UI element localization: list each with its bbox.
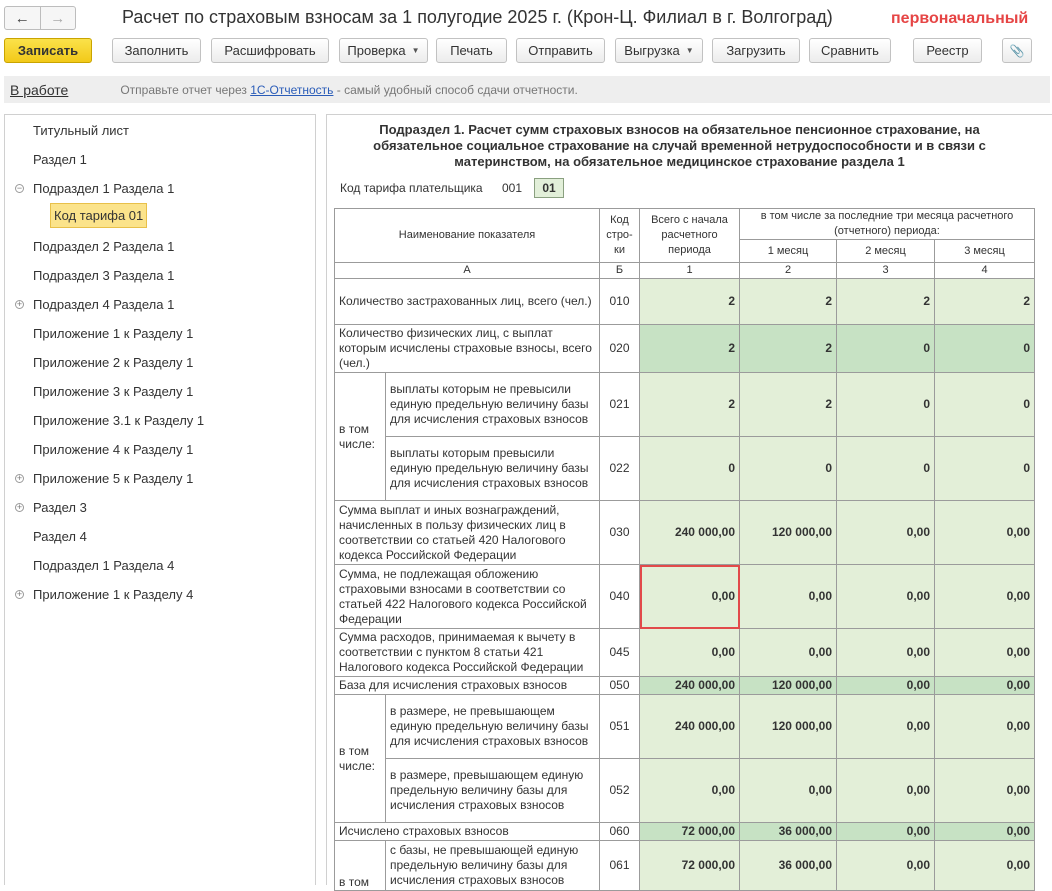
value-cell[interactable]: 2	[640, 279, 740, 325]
including-label: в том числе:	[335, 695, 386, 823]
value-cell[interactable]: 240 000,00	[640, 695, 740, 759]
command-bar	[0, 38, 1052, 66]
value-cell[interactable]: 120 000,00	[740, 501, 837, 565]
send-button[interactable]: Отправить	[516, 38, 605, 63]
report-table	[334, 208, 1035, 891]
row-code: 010	[600, 279, 640, 325]
row-name: Исчислено страховых взносов	[335, 823, 600, 841]
value-cell[interactable]: 0	[935, 325, 1035, 373]
value-cell[interactable]: 0,00	[935, 759, 1035, 823]
value-cell[interactable]: 0,00	[837, 841, 935, 891]
index-cell: 3	[837, 263, 935, 279]
load-button[interactable]: Загрузить	[712, 38, 800, 63]
value-cell[interactable]: 0	[837, 373, 935, 437]
value-cell[interactable]: 240 000,00	[640, 501, 740, 565]
value-cell[interactable]: 0,00	[837, 759, 935, 823]
value-cell[interactable]: 0,00	[837, 565, 935, 629]
header-month-3: 3 месяц	[935, 240, 1035, 263]
value-cell[interactable]: 0,00	[740, 565, 837, 629]
header-month-1: 1 месяц	[740, 240, 837, 263]
value-cell[interactable]: 0,00	[935, 677, 1035, 695]
row-name: Сумма выплат и иных вознаграждений, начисленных в пользу физических лиц в соответствии со статьей 420 Налогового кодекса Российской Федерации	[335, 501, 600, 565]
document-state-link[interactable]: В работе	[10, 81, 69, 98]
value-cell[interactable]: 0	[837, 325, 935, 373]
navigation-buttons	[4, 6, 76, 30]
value-cell[interactable]: 0	[837, 437, 935, 501]
print-button[interactable]: Печать	[436, 38, 507, 63]
index-cell: Б	[600, 263, 640, 279]
value-cell[interactable]: 2	[640, 373, 740, 437]
row-code: 020	[600, 325, 640, 373]
header-last-three-months: в том числе за последние три месяца расчетного (отчетного) периода:	[740, 209, 1035, 240]
value-cell[interactable]: 0,00	[935, 565, 1035, 629]
export-label: Выгрузка	[624, 43, 680, 58]
value-cell[interactable]: 0	[935, 373, 1035, 437]
table-row-040	[335, 565, 1035, 629]
header-total: Всего с начала расчетного периода	[640, 209, 740, 263]
check-dropdown-button[interactable]	[339, 38, 428, 63]
row-name: Количество застрахованных лиц, всего (чел.)	[335, 279, 600, 325]
value-cell[interactable]: 0	[740, 437, 837, 501]
row-code: 022	[600, 437, 640, 501]
table-row-022	[335, 437, 1035, 501]
check-label: Проверка	[347, 43, 406, 58]
export-dropdown-button[interactable]	[615, 38, 703, 63]
sections-tree: Титульный лист Раздел 1 − Подраздел 1 Раздела 1 Код тарифа 01 Подраздел 2 Раздела 1 Подраздел 3 Раздела 1 + Подраздел 4 Раздела 1 Приложение 1 к Разделу 1 Приложение 2 к Разделу 1 Приложение 3 к Разделу 1 Приложение 3.1 к Разделу 1 Приложение 4 к Разделу 1 + Приложение 5 к Разделу 1 + Раздел 3 Раздел 4 Подраздел 1 Раздела 4 + Приложение 1 к Разделу 4	[4, 114, 316, 885]
tariff-label: Код тарифа плательщика	[340, 181, 483, 195]
table-row-060	[335, 823, 1035, 841]
index-cell: 4	[935, 263, 1035, 279]
row-code: 060	[600, 823, 640, 841]
value-cell[interactable]: 0,00	[935, 823, 1035, 841]
row-name: База для исчисления страховых взносов	[335, 677, 600, 695]
row-code: 051	[600, 695, 640, 759]
expand-icon[interactable]: +	[16, 298, 23, 309]
including-label: в том	[335, 841, 386, 891]
tariff-value-field[interactable]: 01	[534, 178, 564, 198]
decode-button[interactable]: Расшифровать	[211, 38, 329, 63]
value-cell[interactable]: 0,00	[837, 501, 935, 565]
value-cell[interactable]: 0,00	[935, 695, 1035, 759]
table-row-045	[335, 629, 1035, 677]
value-cell[interactable]: 0	[640, 437, 740, 501]
value-cell[interactable]: 0,00	[640, 629, 740, 677]
value-cell[interactable]: 0,00	[935, 841, 1035, 891]
table-row-051	[335, 695, 1035, 759]
index-cell: А	[335, 263, 600, 279]
value-cell[interactable]: 0,00	[837, 629, 935, 677]
value-cell[interactable]: 2	[740, 373, 837, 437]
forward-arrow-icon[interactable]: →	[40, 7, 76, 29]
info-message: Отправьте отчет через 1С-Отчетность - самый удобный способ сдачи отчетности.	[120, 82, 578, 97]
row-code: 061	[600, 841, 640, 891]
row-name: в размере, превышающем единую предельную величину базы для исчисления страховых взносов	[386, 759, 600, 823]
row-name: выплаты которым не превысили единую предельную величину базы для исчисления страховых взносов	[386, 373, 600, 437]
header-month-2: 2 месяц	[837, 240, 935, 263]
reporting-service-link[interactable]: 1С-Отчетность	[250, 82, 334, 97]
value-cell[interactable]: 240 000,00	[640, 677, 740, 695]
title-bar	[0, 0, 1052, 36]
value-cell[interactable]: 0,00	[837, 695, 935, 759]
registry-button[interactable]: Реестр	[913, 38, 982, 63]
value-cell-highlighted[interactable]: 0,00	[640, 565, 740, 629]
value-cell[interactable]: 36 000,00	[740, 823, 837, 841]
table-row-020	[335, 325, 1035, 373]
table-row-061	[335, 841, 1035, 891]
row-name: в размере, не превышающем единую предельную величину базы для исчисления страховых взносов	[386, 695, 600, 759]
value-cell[interactable]: 2	[740, 279, 837, 325]
value-cell[interactable]: 120 000,00	[740, 677, 837, 695]
index-cell: 2	[740, 263, 837, 279]
window-title: Расчет по страховым взносам за 1 полугодие 2025 г. (Крон-Ц. Филиал в г. Волгоград)	[122, 7, 833, 27]
collapse-icon[interactable]: −	[16, 182, 23, 193]
value-cell[interactable]: 0,00	[935, 629, 1035, 677]
report-form	[326, 114, 1052, 889]
fill-button[interactable]: Заполнить	[112, 38, 201, 63]
value-cell[interactable]: 0,00	[640, 759, 740, 823]
back-arrow-icon[interactable]: ←	[14, 9, 30, 27]
value-cell[interactable]: 2	[837, 279, 935, 325]
value-cell[interactable]: 0,00	[837, 677, 935, 695]
form-title: Подраздел 1. Расчет сумм страховых взносов на обязательное пенсионное страхование, на обязательное социальное страхование на случай временной нетрудоспособности и в связи с материнством, на обязательное медицинское страхование раздела 1	[373, 122, 986, 169]
value-cell[interactable]: 0,00	[740, 629, 837, 677]
save-button[interactable]: Записать	[4, 38, 92, 63]
report-status-tag: первоначальный	[891, 10, 1029, 27]
value-cell[interactable]: 2	[740, 325, 837, 373]
value-cell[interactable]: 0,00	[935, 501, 1035, 565]
table-row-021	[335, 373, 1035, 437]
info-bar	[4, 76, 1050, 103]
value-cell[interactable]: 2	[935, 279, 1035, 325]
table-row-030	[335, 501, 1035, 565]
row-name: выплаты которым превысили единую предельную величину базы для исчисления страховых взносов	[386, 437, 600, 501]
value-cell[interactable]: 120 000,00	[740, 695, 837, 759]
table-row-050	[335, 677, 1035, 695]
value-cell[interactable]: 72 000,00	[640, 823, 740, 841]
row-code: 030	[600, 501, 640, 565]
row-name: Сумма, не подлежащая обложению страховыми взносами в соответствии со статьей 422 Налогового кодекса Российской Федерации	[335, 565, 600, 629]
expand-icon[interactable]: +	[16, 472, 23, 483]
chevron-down-icon: ▼	[411, 46, 420, 55]
value-cell[interactable]: 0,00	[740, 759, 837, 823]
value-cell[interactable]: 72 000,00	[640, 841, 740, 891]
table-row-010	[335, 279, 1035, 325]
header-code: Код стро-ки	[600, 209, 640, 263]
row-code: 052	[600, 759, 640, 823]
expand-icon[interactable]: +	[16, 588, 23, 599]
compare-button[interactable]: Сравнить	[809, 38, 891, 63]
tariff-line-code: 001	[502, 181, 523, 195]
value-cell[interactable]: 0,00	[837, 823, 935, 841]
index-cell: 1	[640, 263, 740, 279]
row-code: 050	[600, 677, 640, 695]
row-name: Сумма расходов, принимаемая к вычету в соответствии с пунктом 8 статьи 421 Налогового кодекса Российской Федерации	[335, 629, 600, 677]
row-name: Количество физических лиц, с выплат которым исчислены страховые взносы, всего (чел.)	[335, 325, 600, 373]
attach-paperclip-icon[interactable]: 📎	[1002, 38, 1032, 63]
row-code: 045	[600, 629, 640, 677]
including-label: в том числе:	[335, 373, 386, 501]
table-row-052	[335, 759, 1035, 823]
expand-icon[interactable]: +	[16, 501, 23, 512]
row-code: 040	[600, 565, 640, 629]
header-name: Наименование показателя	[335, 209, 600, 263]
value-cell[interactable]: 36 000,00	[740, 841, 837, 891]
chevron-down-icon: ▼	[685, 46, 694, 55]
value-cell[interactable]: 0	[935, 437, 1035, 501]
row-code: 021	[600, 373, 640, 437]
value-cell[interactable]: 2	[640, 325, 740, 373]
row-name: с базы, не превышающей единую предельную величину базы для исчисления страховых взносов	[386, 841, 600, 891]
